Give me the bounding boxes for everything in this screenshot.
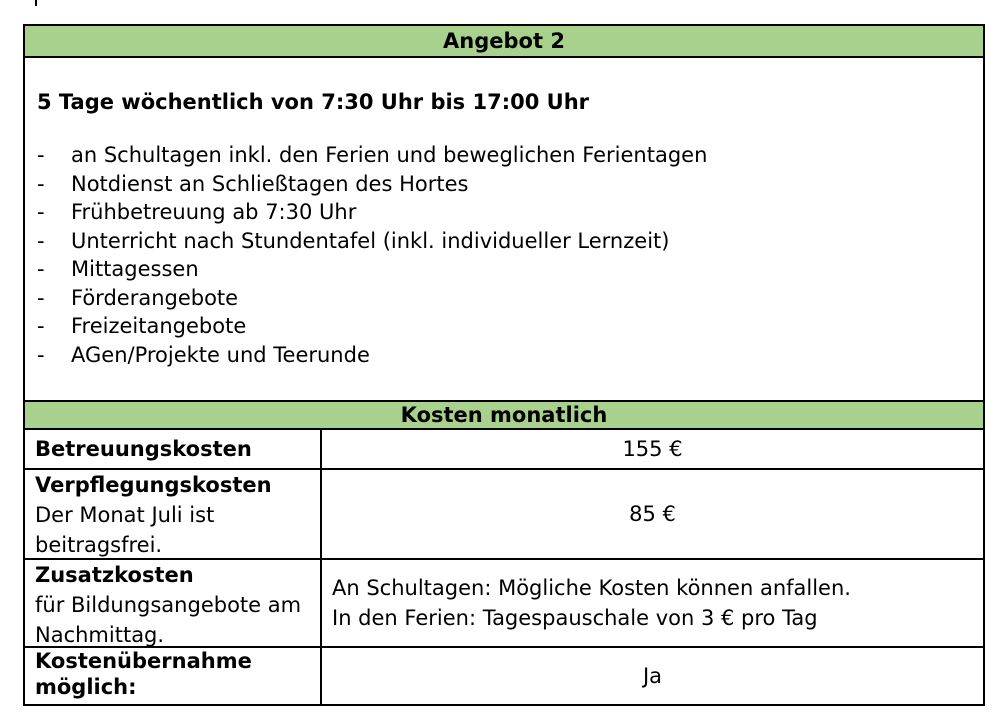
feature-list — [37, 141, 971, 369]
cost-note: für Bildungsangebote am Nachmittag. — [35, 593, 302, 647]
list-item: - Förderangebote — [37, 284, 971, 313]
table-row — [25, 558, 983, 646]
list-item: - Freizeitangebote — [37, 312, 971, 341]
cost-value-line: An Schultagen: Mögliche Kosten können anfallen. — [332, 576, 851, 600]
offer-table — [23, 24, 985, 706]
cost-label-cell — [25, 470, 322, 558]
page-mark — [35, 0, 37, 6]
cost-value: 85 € — [629, 502, 676, 526]
cost-value-cell — [322, 560, 983, 646]
cost-value-line: In den Ferien: Tagespauschale von 3 € pro Tag — [332, 606, 818, 630]
list-item: - AGen/Projekte und Teerunde — [37, 341, 971, 370]
list-item: - Unterricht nach Stundentafel (inkl. individueller Lernzeit) — [37, 227, 971, 256]
costs-heading: Kosten monatlich — [25, 400, 983, 430]
list-item: - Mittagessen — [37, 255, 971, 284]
cost-label: Kostenübernahme möglich: — [35, 649, 252, 699]
cost-value: 155 € — [622, 437, 683, 461]
offer-description — [25, 58, 983, 400]
table-row — [25, 646, 983, 704]
list-item: - Frühbetreuung ab 7:30 Uhr — [37, 198, 971, 227]
table-row — [25, 430, 983, 468]
cost-label: Verpflegungskosten — [35, 473, 272, 497]
cost-label: Betreuungskosten — [35, 437, 252, 461]
cost-note: Der Monat Juli ist beitragsfrei. — [35, 503, 215, 557]
table-row — [25, 468, 983, 558]
schedule-heading: 5 Tage wöchentlich von 7:30 Uhr bis 17:00 Uhr — [37, 90, 590, 114]
cost-value: Ja — [642, 664, 663, 688]
cost-label-cell — [25, 430, 322, 468]
list-item: - Notdienst an Schließtagen des Hortes — [37, 170, 971, 199]
list-item: - an Schultagen inkl. den Ferien und beweglichen Ferientagen — [37, 141, 971, 170]
cost-label-cell — [25, 560, 322, 646]
offer-title: Angebot 2 — [25, 26, 983, 58]
cost-label-cell — [25, 648, 322, 704]
cost-label: Zusatzkosten — [35, 563, 194, 587]
